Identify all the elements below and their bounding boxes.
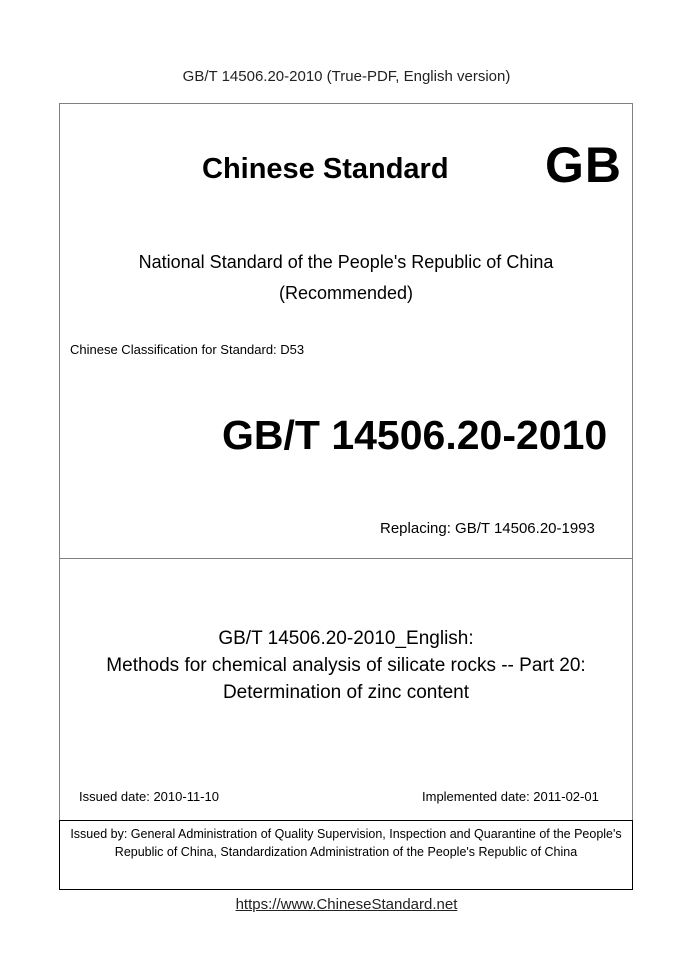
classification-label: Chinese Classification for Standard: D53 xyxy=(70,342,305,357)
website-link[interactable]: https://www.ChineseStandard.net xyxy=(235,896,458,913)
recommended-label: (Recommended) xyxy=(278,283,414,303)
title-line-3: Determination of zinc content xyxy=(222,682,470,703)
footer xyxy=(0,896,693,913)
replacing-label: Replacing: GB/T 14506.20-1993 xyxy=(380,520,595,537)
title-line-1: GB/T 14506.20-2010_English: xyxy=(218,628,474,649)
issuer-text: Issued by: General Administration of Quality Supervision, Inspection and Quarantine of the People's Republic of China, Standardization Administration of the People's Republic of China xyxy=(70,827,622,859)
issued-date: Issued date: 2010-11-10 xyxy=(79,789,219,804)
national-standard-line: National Standard of the People's Republic of China xyxy=(138,252,554,272)
cover-divider xyxy=(59,558,633,559)
standard-number: GB/T 14506.20-2010 xyxy=(222,412,608,458)
header-caption: GB/T 14506.20-2010 (True-PDF, English version) xyxy=(182,68,511,85)
issuer-box xyxy=(59,820,633,890)
document-title xyxy=(59,625,633,706)
brand-title: Chinese Standard xyxy=(202,153,449,185)
gb-mark: GB xyxy=(545,137,622,193)
title-line-2: Methods for chemical analysis of silicate rocks -- Part 20: xyxy=(106,655,586,676)
implemented-date: Implemented date: 2011-02-01 xyxy=(422,789,599,804)
